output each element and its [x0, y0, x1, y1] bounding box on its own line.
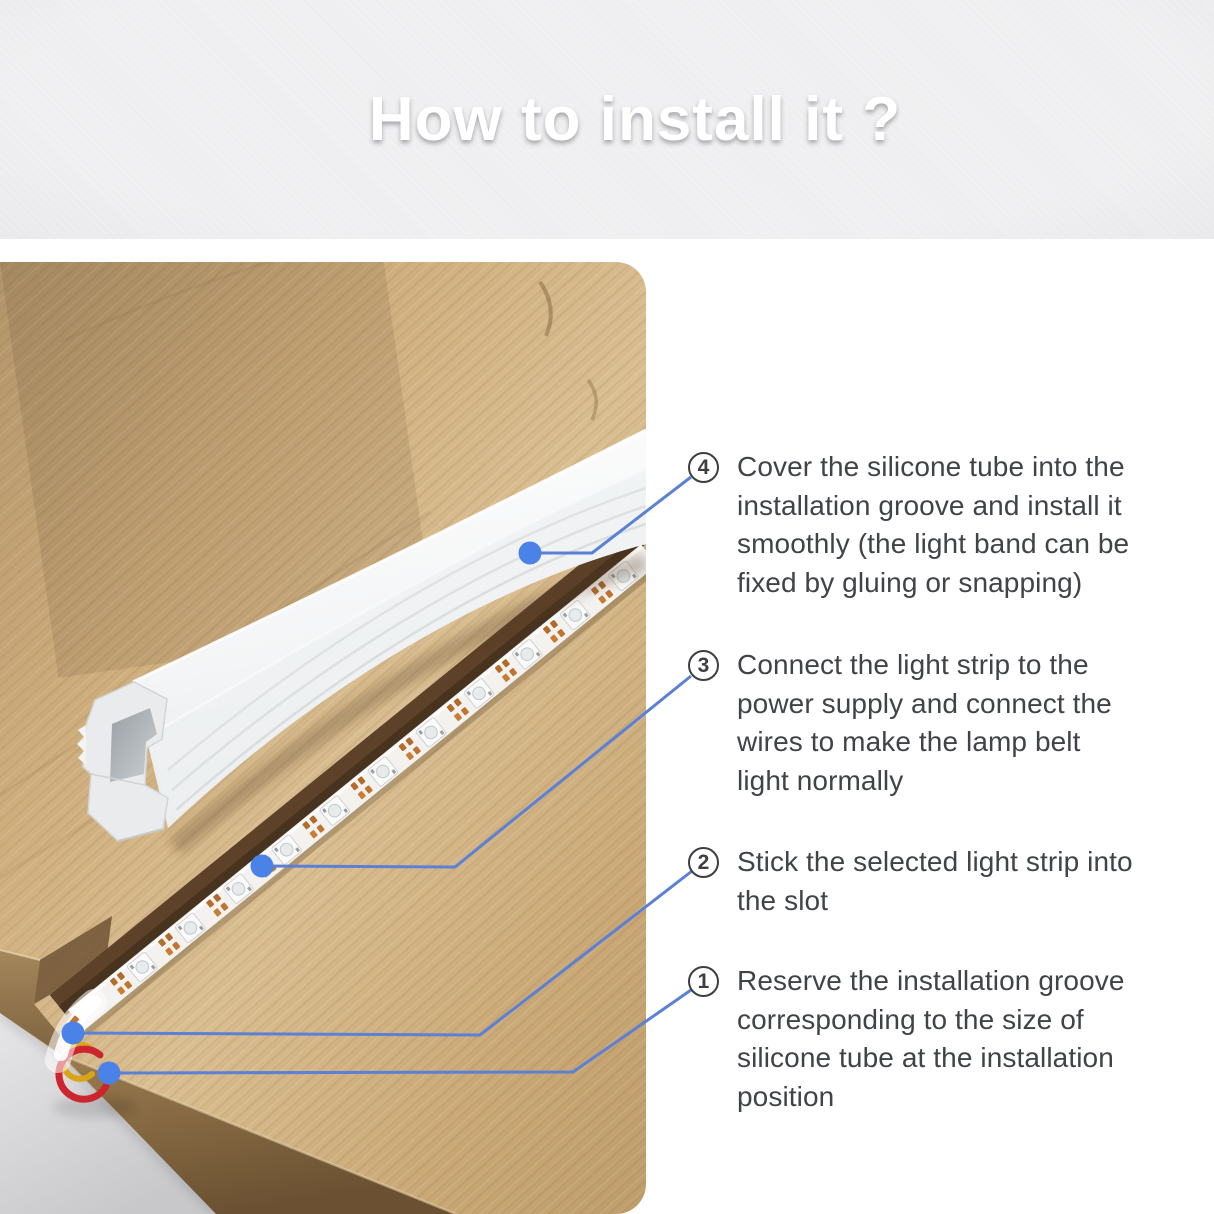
step-4-line: smoothly (the light band can be — [737, 528, 1130, 560]
step-1-text — [737, 962, 1125, 1116]
step-3-line: wires to make the lamp belt — [737, 726, 1081, 758]
step-3-line: Connect the light strip to the — [737, 649, 1089, 680]
banner — [0, 0, 1214, 239]
step-1-line: silicone tube at the installation — [737, 1042, 1114, 1074]
step-1-number: 1 — [688, 966, 719, 997]
step-2-number: 2 — [688, 847, 719, 878]
step-3-line: light normally — [737, 764, 904, 796]
step-1-line: position — [737, 1080, 835, 1112]
step-2-line: Stick the selected light strip into — [737, 846, 1133, 877]
step-3-number: 3 — [688, 650, 719, 681]
step-4-line: installation groove and install it — [737, 489, 1122, 521]
page-title: How to install it ? — [368, 85, 902, 154]
step-1-line: Reserve the installation groove — [737, 965, 1125, 996]
step-4-text — [737, 448, 1129, 602]
step-4-number: 4 — [688, 452, 719, 483]
step-2-text — [737, 843, 1133, 920]
step-1-line: corresponding to the size of — [737, 1003, 1084, 1035]
step-4-line: Cover the silicone tube into the — [737, 451, 1125, 482]
step-3-line: power supply and connect the — [737, 687, 1112, 719]
product-photo — [0, 262, 646, 1214]
step-3-text — [737, 646, 1112, 800]
photo-scene — [0, 262, 646, 1214]
step-4-line: fixed by gluing or snapping) — [737, 566, 1083, 598]
step-2-line: the slot — [737, 884, 829, 916]
